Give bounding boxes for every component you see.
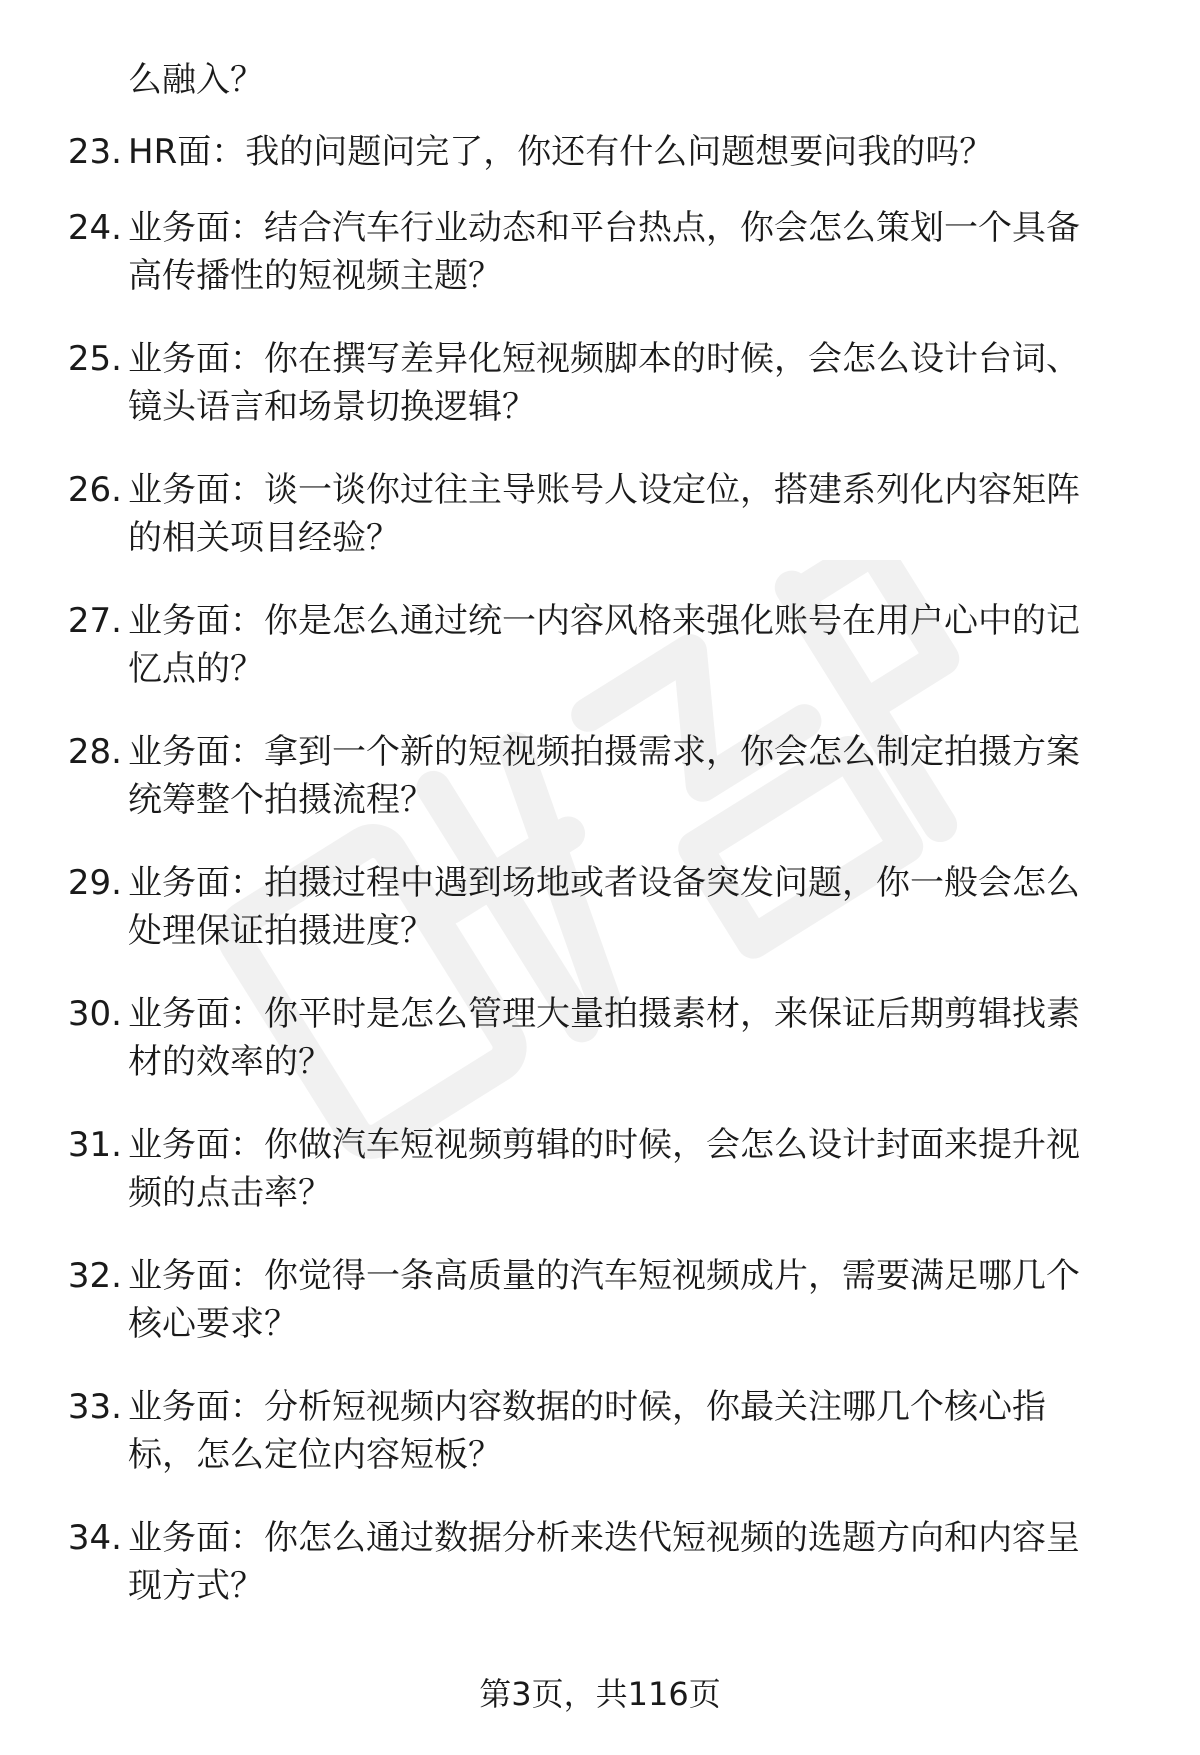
item-text: 业务面：你做汽车短视频剪辑的时候，会怎么设计封面来提升视 频的点击率？ xyxy=(128,1125,1080,1213)
continuation-text: 么融入？ xyxy=(128,60,264,100)
item-number: 27. xyxy=(67,601,122,641)
item-text: 业务面：你是怎么通过统一内容风格来强化账号在用户心中的记 忆点的？ xyxy=(128,601,1080,689)
item-number: 28. xyxy=(67,732,122,772)
item-number: 25. xyxy=(67,339,122,379)
page-footer: 第3页，共116页 xyxy=(479,1675,721,1713)
item-text: 业务面：你觉得一条高质量的汽车短视频成片，需要满足哪几个 核心要求？ xyxy=(128,1256,1080,1344)
item-number: 30. xyxy=(67,994,122,1034)
item-text: 业务面：分析短视频内容数据的时候，你最关注哪几个核心指 标，怎么定位内容短板？ xyxy=(128,1387,1046,1475)
item-number: 24. xyxy=(67,208,122,248)
item-text: 业务面：拍摄过程中遇到场地或者设备突发问题，你一般会怎么 处理保证拍摄进度？ xyxy=(128,863,1080,951)
item-text: 业务面：谈一谈你过往主导账号人设定位，搭建系列化内容矩阵 的相关项目经验？ xyxy=(128,470,1080,558)
item-text: 业务面：你在撰写差异化短视频脚本的时候，会怎么设计台词、 镜头语言和场景切换逻辑？ xyxy=(128,339,1080,427)
item-number: 23. xyxy=(67,132,122,172)
item-number: 32. xyxy=(67,1256,122,1296)
item-number: 33. xyxy=(67,1387,122,1427)
item-number: 26. xyxy=(67,470,122,510)
item-text: 业务面：你平时是怎么管理大量拍摄素材，来保证后期剪辑找素 材的效率的？ xyxy=(128,994,1080,1082)
item-number: 31. xyxy=(67,1125,122,1165)
item-number: 34. xyxy=(67,1518,122,1558)
item-text: HR面：我的问题问完了，你还有什么问题想要问我的吗？ xyxy=(128,132,994,172)
item-text: 业务面：拿到一个新的短视频拍摄需求，你会怎么制定拍摄方案 统筹整个拍摄流程？ xyxy=(128,732,1080,820)
item-number: 29. xyxy=(67,863,122,903)
item-text: 业务面：你怎么通过数据分析来迭代短视频的选题方向和内容呈 现方式？ xyxy=(128,1518,1080,1606)
item-text: 业务面：结合汽车行业动态和平台热点，你会怎么策划一个具备 高传播性的短视频主题？ xyxy=(128,208,1080,296)
